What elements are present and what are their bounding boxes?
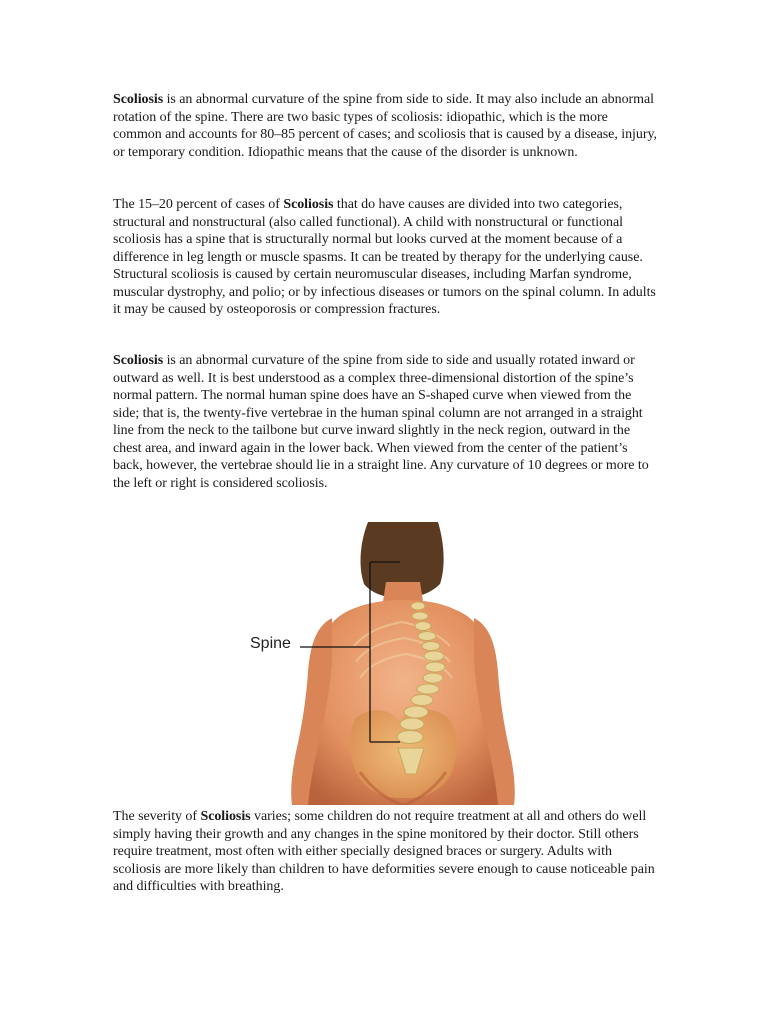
- keyword-scoliosis: Scoliosis: [113, 353, 164, 368]
- back-anatomy-drawing: [240, 522, 540, 805]
- keyword-scoliosis: Scoliosis: [283, 197, 334, 212]
- spine-label: Spine: [250, 635, 291, 652]
- paragraph-text: The 15–20 percent of cases of: [113, 197, 284, 212]
- keyword-scoliosis: Scoliosis: [113, 92, 164, 107]
- paragraph-severity: [113, 808, 658, 896]
- paragraph-causes: [113, 196, 658, 319]
- paragraph-description: [113, 352, 658, 492]
- paragraph-text: is an abnormal curvature of the spine from side to side and usually rotated inward or outward as well. It is best understood as a complex three-dimensional distortion of the spine’s normal pattern. The normal human spine does have an S-shaped curve when viewed from the side; that is, the twenty-five vertebrae in the human spinal column are not arranged in a straight line from the neck to the tailbone but curve inward slightly in the neck region, outward in the chest area, and inward again in the lower back. When viewed from the center of the patient’s back, however, the vertebrae should lie in a straight line. Any curvature of 10 degrees or more to the left or right is considered scoliosis.: [113, 353, 649, 491]
- paragraph-text: is an abnormal curvature of the spine from side to side. It may also include an abnormal rotation of the spine. There are two basic types of scoliosis: idiopathic, which is the more common and accounts for 80–85 percent of cases; and scoliosis that is caused by a disease, injury, or temporary condition. Idiopathic means that the cause of the disorder is unknown.: [113, 92, 657, 160]
- paragraph-text: that do have causes are divided into two categories, structural and nonstructural (also called functional). A child with nonstructural or functional scoliosis has a spine that is structurally normal but looks curved at the moment because of a difference in leg length or muscle spasms. It can be treated by therapy for the underlying cause. Structural scoliosis is caused by certain neuromuscular diseases, including Marfan syndrome, muscular dystrophy, and polio; or by infectious diseases or tumors on the spinal column. In adults it may be caused by osteoporosis or compression fractures.: [113, 197, 656, 317]
- spine-illustration: [240, 522, 540, 805]
- keyword-scoliosis: Scoliosis: [200, 809, 251, 824]
- paragraph-text: varies; some children do not require treatment at all and others do well simply having their growth and any changes in the spine monitored by their doctor. Still others require treatment, most often with either specially designed braces or surgery. Adults with scoliosis are more likely than children to have deformities severe enough to cause noticeable pain and difficulties with breathing.: [113, 809, 655, 894]
- paragraph-text: The severity of: [113, 809, 201, 824]
- paragraph-intro: [113, 91, 658, 161]
